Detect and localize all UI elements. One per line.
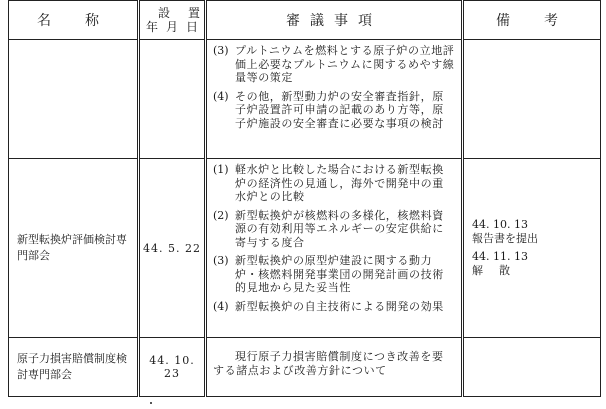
item-text: プルトニウムを燃料とする原子炉の立地評価上必要なプルトニウムに関するめやす線量等の策定 <box>235 44 455 84</box>
header-notes: 備 考 <box>463 1 601 40</box>
item-text: 軽水炉と比較した場合における新型転換炉の経済性の見通し，海外で開発中の重水炉との比較 <box>235 163 444 203</box>
table-row <box>9 338 601 397</box>
remarks-dissolve-status: 解散 <box>472 264 526 277</box>
table-row <box>9 159 601 338</box>
header-date-top-1: 設 <box>158 6 171 20</box>
remarks-cell <box>463 338 601 397</box>
header-date-bottom <box>140 20 204 34</box>
committee-name: 原子力損害賠償制度検討専門部会 <box>9 338 139 397</box>
item-number: (4) <box>213 299 229 313</box>
item-number: (3) <box>213 254 229 267</box>
item-number: (4) <box>213 89 229 103</box>
header-date-top <box>140 6 204 20</box>
header-date-year: 年 <box>146 20 159 34</box>
deliberation-item <box>213 90 455 131</box>
deliberation-item <box>213 350 455 377</box>
item-number: (3) <box>213 44 229 57</box>
item-text: 新型転換炉の自主技術による開発の効果 <box>235 299 444 313</box>
remarks-cell <box>463 159 601 338</box>
establish-date <box>139 40 206 159</box>
committee-table-grid <box>8 0 601 397</box>
header-date <box>139 1 206 40</box>
item-text: 現行原子力損害賠償制度につき改善を要する諸点および改善方針について <box>213 350 444 377</box>
deliberation-item <box>213 163 455 204</box>
remarks-report-status: 報告書を提出 <box>472 232 538 245</box>
deliberation-item <box>213 254 455 295</box>
header-date-month: 月 <box>165 20 178 34</box>
item-text: その他，新型動力炉の安全審査指針，原子炉設置許可申請の記載のあり方等，原子炉施設の安全審査に必要な事項の検討 <box>235 89 444 130</box>
header-items: 審議事項 <box>206 1 463 40</box>
remarks-cell <box>463 40 601 159</box>
committee-name <box>9 40 139 159</box>
remarks-dissolve-date: 44. 11. 13 <box>472 250 528 263</box>
establish-date: 44. 5. 22 <box>139 159 206 338</box>
deliberation-item <box>213 300 455 314</box>
print-speck <box>150 402 152 404</box>
establish-date: 44. 10. 23 <box>139 338 206 397</box>
table-row <box>9 40 601 159</box>
item-text: 新型転換炉の原型炉建設に関する動力炉・核燃料開発事業団の開発計画の技術的見地から見た妥当性 <box>235 254 444 294</box>
committee-name: 新型転換炉評価検討専門部会 <box>9 159 139 338</box>
header-row <box>9 1 601 40</box>
header-name: 名 称 <box>9 1 139 40</box>
deliberation-item <box>213 209 455 250</box>
item-text: 新型転換炉が核燃料の多様化，核燃料資源の有効利用等エネルギーの安定供給に寄与する度合 <box>235 208 444 249</box>
item-number: (1) <box>213 163 229 176</box>
deliberation-items <box>206 338 463 397</box>
item-number: (2) <box>213 208 229 222</box>
committee-table <box>8 0 600 404</box>
deliberation-item <box>213 44 455 85</box>
deliberation-items <box>206 159 463 338</box>
deliberation-items <box>206 40 463 159</box>
header-date-day: 日 <box>185 20 198 34</box>
header-date-top-2: 置 <box>187 6 200 20</box>
remarks-report-date: 44. 10. 13 <box>472 218 528 231</box>
